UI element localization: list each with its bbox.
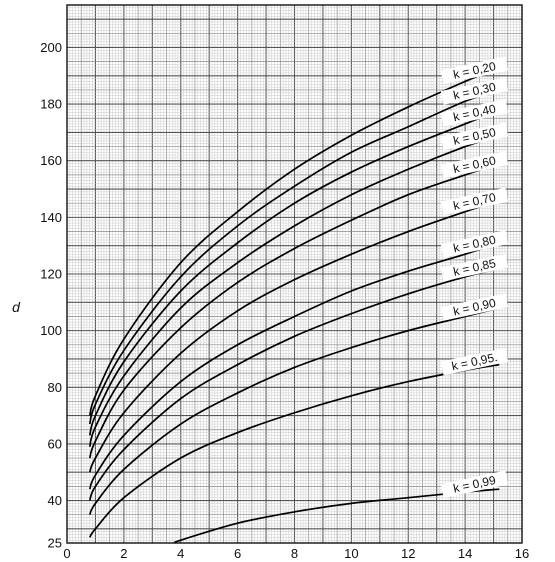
y-tick-label: 140 [40, 209, 62, 225]
x-tick-label: 14 [457, 546, 473, 561]
x-tick-label: 6 [234, 546, 242, 561]
y-tick-label: 40 [47, 493, 62, 509]
x-tick-label: 2 [120, 546, 128, 561]
x-tick-label: 10 [344, 546, 359, 561]
y-tick-label: 25 [47, 535, 62, 551]
x-tick-label: 0 [63, 546, 71, 561]
x-tick-label: 16 [514, 546, 530, 561]
series-label-text: k = 0,99 [451, 472, 497, 496]
series-label-text: k = 0,85 [451, 256, 497, 279]
series-label-text: k = 0,50 [451, 125, 497, 148]
series-label-text: k = 0,70 [451, 190, 497, 213]
y-tick-label: 80 [47, 379, 62, 395]
y-tick-label: 120 [40, 266, 62, 282]
series-label-text: k = 0,60 [451, 153, 497, 176]
series-label-text: k = 0,20 [451, 59, 497, 82]
x-tick-label: 12 [401, 546, 416, 561]
series-label-text: k = 0,90 [451, 295, 497, 319]
series-label-text: k = 0,80 [451, 232, 497, 256]
series-label-text: k = 0,95. [450, 349, 499, 374]
y-tick-labels [40, 40, 62, 551]
series-label-text: k = 0,40 [451, 101, 497, 125]
y-tick-label: 200 [40, 39, 62, 55]
series-label-text: k = 0,30 [451, 79, 497, 103]
x-tick-label: 4 [177, 546, 185, 561]
x-tick-label: 8 [290, 546, 299, 561]
y-tick-label: 180 [40, 96, 62, 112]
y-axis-label: d [12, 299, 20, 315]
y-tick-label: 160 [40, 153, 62, 169]
x-tick-labels [63, 546, 529, 561]
y-tick-label: 100 [40, 323, 62, 339]
y-tick-label: 60 [47, 436, 62, 452]
